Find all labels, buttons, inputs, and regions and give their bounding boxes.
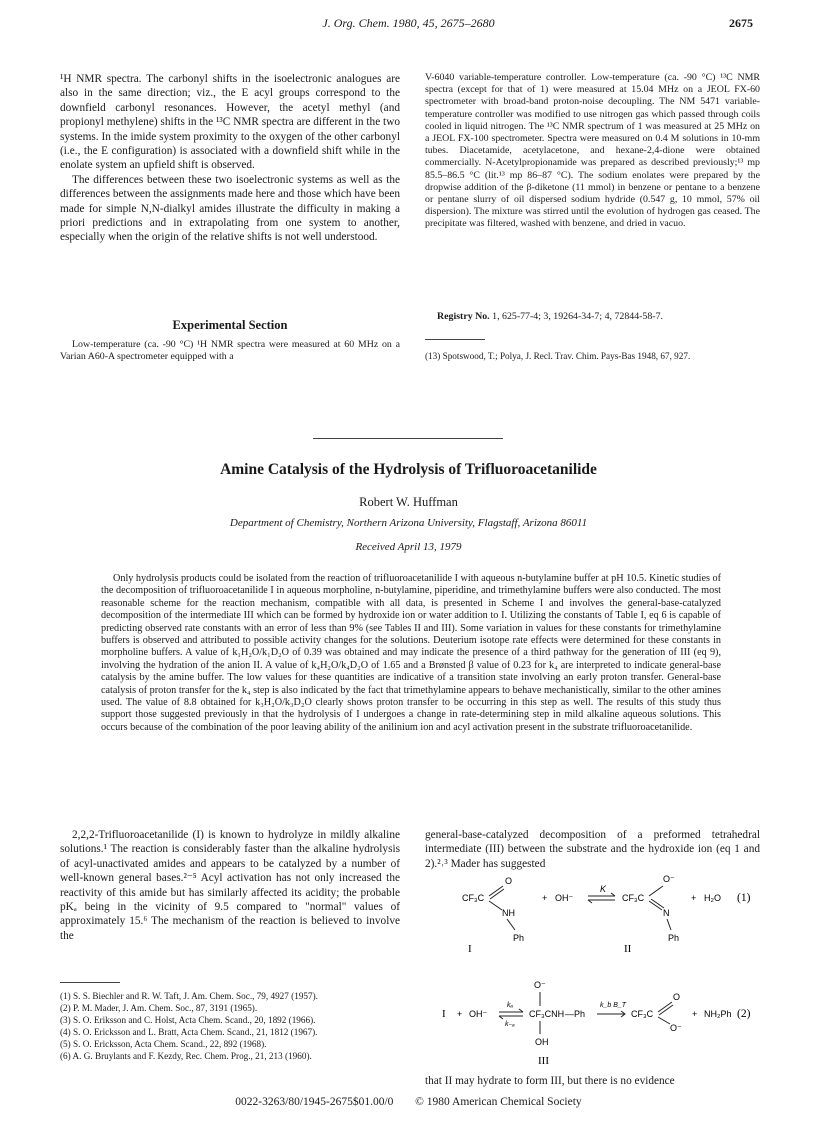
footer-copyright: © 1980 American Chemical Society [415,1096,582,1108]
k-a-text: kₐ [507,1002,514,1009]
footer-code: 0022-3263/80/1945-2675$01.00/0 [235,1096,394,1108]
experimental-text: Low-temperature (ca. -90 °C) ¹H NMR spectra were measured at 60 MHz on a Varian A60-A spectrometer equipped with a [60,339,400,363]
cf3c-text: CF₃C [462,893,485,903]
k-b-text: k_b B_T [600,1002,627,1009]
cf3c-text: CF₃C [631,1009,654,1019]
compound-I-ref: I [442,1008,446,1020]
hydroxide-text: OH⁻ [555,893,574,903]
body-left-text: 2,2,2-Trifluoroacetanilide (I) is known to hydrolyze in mildly alkaline solutions.¹ The reaction is considerably faster than the alkaline hydrolysis of acyl-unactivated amides and appears to be catalyzed by a number of well-known general bases.²⁻⁵ Acyl activation has not only increased the reactivity of this amide but has similarly affected its acidity; the probable pKₐ being in the vicinity of 9.5 compared to "normal" values of approximately 15.⁶ The mechanism of the reaction is believed to involve the [60,829,400,942]
paragraph: The differences between these two isoelectronic systems as well as the differences between the assignments made here and those which have been made for simple N,N-dialkyl amides illustrate the difficulty in making a priori predictions and in extrapolating from one system to another, especially when the origin of the relative shifts is not well understood. [60,173,400,244]
abstract: Only hydrolysis products could be isolated from the reaction of trifluoroacetanilide I with aqueous n-butylamine buffer at pH 10.5. Kinetic studies of the decomposition of trifluoroacetanilide I in aqueous morpholine, n-butylamine, piperidine, and trimethylamine buffers were also conducted. The most reasonable scheme for the reaction mechanism, compatible with all data, is presented in Scheme I and involves the general-base-catalyzed decomposition of the intermediate III which can be formed by hydroxide ion or water addition to I. Utilizing the constants of Table I, eq 6 is capable of predicting observed rate constants with an error of less than 9% (see Tables II and III). Some variation in values for these constants for trimethylamine buffers is observed and attributed to possible activity changes for the solutions. Deuterium isotope rate effects were determined for these constants in morpholine buffers. A value of k₁H₂O/k₁D₂O of 0.39 was obtained and may indicate the presence of a third pathway for the generation of III (eq 9), involving the hydration of the anion II. A value of k₄H₂O/k₄D₂O of 1.65 and a Brønsted β value of 0.23 for k₄ are interpreted to indicate general-base catalysis by the amine buffer. The low values for these quantities are indicative of a transition state involving an early proton transfer. General-base catalysis of proton transfer for the k₄ step is also indicated by the fact that trimethylamine appears to behave mechanistically, similar to the other amines used. The value of 8.8 obtained for k₃H₂O/k₃D₂O clearly shows proton transfer to be occurring in this step as well. The results of this study thus support those suggested previously in that the hydrolysis of I undergoes a change in rate-determining step in mild alkaline aqueous solutions. This occurs because of the combination of the poor leaving ability of the anilinium ion and acyl activation present in the substrate trifluoroacetanilide. [101,573,721,733]
reference-item: (4) S. O. Ericksson and L. Bratt, Acta Chem. Scand., 21, 1812 (1967). [60,1027,318,1037]
ph-text: Ph [668,933,680,943]
plus-sign: + [457,1009,463,1019]
page-number: 2675 [729,16,753,30]
plus-sign: + [692,1009,698,1019]
prev-article-left-column [60,72,400,245]
reference-item: (5) S. O. Ericksson, Acta Chem. Scand., 22, 892 (1968). [60,1039,267,1049]
oxygen-text: O [673,992,681,1002]
registry-text: 1, 625-77-4; 3, 19264-34-7; 4, 72844-58-7. [492,311,663,322]
article-title: Amine Catalysis of the Hydrolysis of Trifluoroacetanilide [220,461,597,478]
oh-text: OH [535,1037,549,1047]
oxygen-text: O [505,876,513,886]
hydroxide-text: OH⁻ [469,1009,488,1019]
o-minus-text: O⁻ [670,1023,682,1033]
compound-label-I: I [468,943,472,955]
footnote-rule [425,339,485,340]
registry-numbers [425,311,760,323]
cf3cnh-text: CF₃CNH [529,1009,565,1019]
reference-item: (1) S. S. Biechler and R. W. Taft, J. Am. Chem. Soc., 79, 4927 (1957). [60,991,318,1001]
article-separator [313,438,503,439]
nh-text: NH [502,908,515,918]
k-eq-text: K [600,884,607,894]
prev-article-right-text: V-6040 variable-temperature controller. Low-temperature (ca. -90 °C) ¹³C NMR spectra (except for that of 1) were measured at 15.04 MHz on a JEOL FX-60 spectrometer with broad-band proton-noise decoupling. The NM 5471 variable-temperature controller was modified to use nitrogen gas which passed through coils cooled in liquid nitrogen. The ¹³C NMR spectrum of 1 was measured at 25 MHz on a JEOL FX-100 spectrometer. Spectra were measured on 0.4 M solutions in 10-mm tubes. Diacetamide, acetylacetone, and hexane-2,4-dione were obtained commercially. N-Acetylpropionamide was prepared as described previously;¹³ mp 85.5–86.5 °C (lit.¹³ mp 86–87 °C). The sodium enolates were prepared by the dropwise addition of the β-diketone (11 mmol) in benzene or pentane to a benzene or pentane slurry of oil dispersed sodium hydride (0.547 g, 10 mmol, 57% oil dispersion). The mixture was stirred until the evolution of hydrogen gas ceased. The precipitate was filtered, washed with benzene, and dried in vacuo. [425,72,760,230]
o-minus-text: O⁻ [663,874,675,884]
footnote-rule [60,982,120,983]
cf3c-text: CF₃C [622,893,645,903]
article-author: Robert W. Huffman [359,495,458,509]
registry-label: Registry No. [437,311,490,322]
article-affiliation: Department of Chemistry, Northern Arizona University, Flagstaff, Arizona 86011 [229,517,588,529]
experimental-heading: Experimental Section [172,318,288,332]
plus-sign: + [542,893,548,903]
ph-text: Ph [513,933,525,943]
water-text: H₂O [704,893,721,903]
plus-sign: + [691,893,697,903]
references [60,990,318,1062]
paragraph: ¹H NMR spectra. The carbonyl shifts in the isoelectronic analogues are also in the same direction; viz., the E acyl groups correspond to the downfield carbonyl resonances. However, the acetyl methyl (and propionyl methylene) shifts in the ¹³C NMR spectra are different in the two systems. In the imide system proximity to the oxygen of the other carbonyl (i.e., the E configuration) is associated with a downfield shift while in the enolate system an upfield shift is observed. [60,73,400,172]
equation-number: (2) [737,1008,751,1020]
equation-number: (1) [737,892,751,904]
reference-item: (6) A. G. Bruylants and F. Kezdy, Rec. Chem. Prog., 21, 213 (1960). [60,1051,312,1061]
ph-bond-text: —Ph [565,1009,586,1019]
compound-label-III: III [538,1055,549,1067]
body-right-continuation: that II may hydrate to form III, but there is no evidence [425,1075,675,1087]
n-text: N [663,908,670,918]
compound-label-II: II [624,943,632,955]
body-right-text: general-base-catalyzed decomposition of a preformed tetrahedral intermediate (III) between the substrate and the hydroxide ion (eq 1 and 2).²˒³ Mader has suggested [425,829,760,870]
aniline-text: NH₂Ph [704,1009,732,1019]
k-minus-a-text: k₋ₐ [505,1021,515,1028]
o-minus-text: O⁻ [534,980,546,990]
reference-item: (2) P. M. Mader, J. Am. Chem. Soc., 87, 3191 (1965). [60,1003,258,1013]
received-date: Received April 13, 1979 [355,541,462,553]
reaction-scheme [425,868,765,1073]
reference-13: (13) Spotswood, T.; Polya, J. Recl. Trav. Chim. Pays-Bas 1948, 67, 927. [425,351,691,361]
reference-item: (3) S. O. Eriksson and C. Holst, Acta Chem. Scand., 20, 1892 (1966). [60,1015,316,1025]
running-header: J. Org. Chem. 1980, 45, 2675–2680 [322,16,495,30]
page-footer [0,1096,817,1108]
